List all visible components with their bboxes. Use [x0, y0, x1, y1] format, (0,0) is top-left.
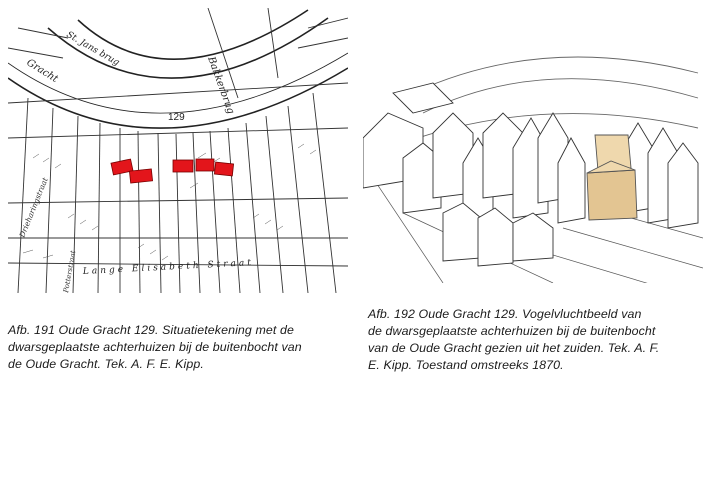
highlighted-house: [587, 135, 637, 220]
map-label-street-left: Drieharingstraat: [17, 176, 50, 239]
birds-eye-view: [363, 8, 703, 283]
map-label-street-curve: Bakkerbrug: [205, 55, 237, 116]
caption-line: Afb. 191 Oude Gracht 129. Situatietekening met de: [8, 323, 294, 337]
birds-eye-drawing: [363, 8, 703, 283]
figure-192: [363, 8, 703, 308]
caption-figure-191: [8, 322, 348, 373]
caption-figure-192: [368, 306, 704, 374]
map-label-plot-number: 129: [168, 112, 185, 123]
map-label-street-lower-left: Potterstraat: [62, 249, 78, 293]
caption-line: de Oude Gracht. Tek. A. F. E. Kipp.: [8, 357, 204, 371]
caption-line: de dwarsgeplaatste achterhuizen bij de buitenbocht: [368, 324, 656, 338]
caption-line: van de Oude Gracht gezien uit het zuiden. Tek. A. F.: [368, 341, 660, 355]
situation-map: [8, 8, 348, 293]
map-label-street-bottom: Lange Elisabeth Straat: [82, 258, 255, 277]
caption-line: Afb. 192 Oude Gracht 129. Vogelvluchtbeeld van: [368, 307, 642, 321]
highlighted-rear-houses: [111, 159, 234, 183]
parcel-lines: [8, 8, 348, 293]
situation-map-drawing: [8, 8, 348, 293]
map-label-street-canal: Gracht: [24, 57, 60, 85]
figure-191: [8, 8, 348, 308]
caption-line: E. Kipp. Toestand omstreeks 1870.: [368, 358, 564, 372]
map-label-street-top: St. Jans brug: [64, 29, 121, 69]
caption-line: dwarsgeplaatste achterhuizen bij de buitenbocht van: [8, 340, 302, 354]
canal-outline: [8, 10, 348, 128]
